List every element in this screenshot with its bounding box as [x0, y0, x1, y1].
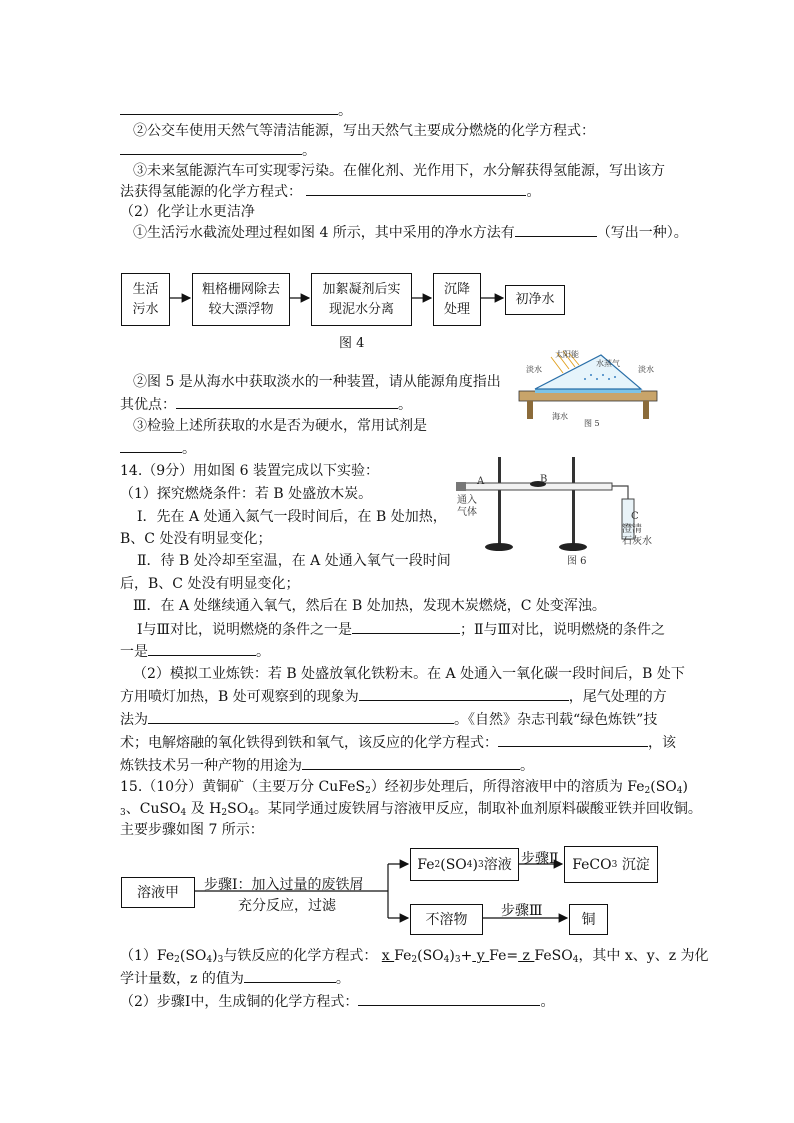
blank[interactable] — [359, 686, 569, 701]
fig6-label-a: A — [477, 476, 485, 487]
q14-part-2: （2）模拟工业炼铁：若 B 处盛放氧化铁粉末。在 A 处通入一氧化碳一段时间后，B 处下 — [133, 666, 685, 682]
q15-sub-1-cont: 学计量数，z 的值为 。 — [120, 968, 350, 989]
flow7-step1-label-b: 充分反应，过滤 — [238, 898, 336, 914]
answer-line-3: 。 — [120, 438, 196, 459]
q14-step-2: Ⅱ．待 B 处冷却至室温，在 A 处通入氧气一段时间 — [137, 553, 451, 569]
flow7-feco3: FeCO 3 沉淀 — [564, 846, 658, 883]
q14-part-1: （1）探究燃烧条件：若 B 处盛放木炭。 — [120, 486, 373, 502]
q15-line-2: $_3$、CuSO$_4$ 及 $H_2SO_4$。某同学通过废铁屑与溶液甲反应，制取补血剂原料碳酸亚铁并回收铜。 — [120, 801, 702, 818]
q14-step-1: Ⅰ．先在 A 处通入氮气一段时间后，在 B 处加热， — [137, 509, 447, 525]
fig6-gas-label-1: 通入 — [457, 495, 477, 506]
flow7-step1-label-a: 步骤Ⅰ：加入过量的废铁屑 — [204, 877, 364, 893]
fig6-gas-label-2: 气体 — [457, 507, 477, 518]
blank[interactable] — [148, 641, 256, 656]
blank[interactable] — [244, 968, 336, 983]
q14-step-2-cont: 后，B、C 处没有明显变化； — [120, 576, 300, 592]
q15-sub-2: （2）步骤Ⅰ中，生成铜的化学方程式： 。 — [120, 991, 554, 1012]
fig6-label-c: C — [631, 511, 639, 522]
blank[interactable] — [358, 991, 540, 1006]
fig6-lime-label-1: 澄清 — [622, 524, 642, 535]
answer-line-0: 。 — [120, 100, 352, 121]
blank[interactable] — [120, 438, 182, 453]
blank[interactable] — [352, 619, 460, 634]
q13-section-2-title: （2）化学让水更洁净 — [120, 204, 255, 220]
figure-6-apparatus — [452, 453, 648, 557]
q15-line-1: 15.（10分）黄铜矿（主要万分 CuFeS$_2$）经初步处理后，所得溶液甲中的溶质为 $Fe_2(SO_4)$ — [120, 779, 688, 796]
q15-sub-1: $(1)Fe_2(SO_4)_3$与铁反应的化学方程式： x $Fe_2(SO_4)_3+ y$ Fe= z FeSO$_4$，其中 x、y、z 为化 — [120, 948, 709, 965]
q13-item-2: ②公交车使用天然气等清洁能源，写出天然气主要成分燃烧的化学方程式： — [133, 123, 595, 139]
flow7-start: 溶液甲 — [121, 877, 195, 908]
q14-part-2-l4: 术；电解熔融的氧化铁得到铁和氧气，该反应的化学方程式： ，该 — [120, 732, 676, 753]
base-left — [485, 543, 513, 551]
fig5-vapor-label: 水蒸气 — [596, 359, 620, 368]
flow4-step-3: 加絮凝剂后实 现泥水分离 — [311, 273, 412, 326]
flow7-step3-label: 步骤Ⅲ — [501, 903, 543, 919]
blank[interactable] — [148, 709, 454, 724]
figure-6-caption: 图 6 — [567, 556, 587, 567]
q15-line-3: 主要步骤如图 7 所示： — [120, 822, 264, 838]
sea-water — [535, 389, 641, 393]
glass-cover — [535, 355, 641, 389]
flow4-step-4: 沉降 处理 — [433, 273, 481, 326]
stand-left — [498, 457, 501, 545]
figure-4-caption: 图 4 — [339, 336, 365, 351]
q13-item-3: ③未来氢能源汽车可实现零污染。在催化剂、光作用下，水分解获得氢能源，写出该方 — [133, 163, 665, 179]
blank[interactable] — [302, 755, 520, 770]
base-right — [559, 543, 587, 551]
flow7-copper: 铜 — [569, 904, 608, 935]
q13-section-2-item-1: ①生活污水截流处理过程如图 4 所示，其中采用的净水方法有 （写出一种）。 — [133, 222, 688, 243]
q14-conclusion-cont: 一是 。 — [120, 641, 270, 662]
fig5-sea-label: 海水 — [552, 412, 568, 421]
fig6-label-b: B — [540, 474, 548, 485]
stopper-a — [456, 482, 466, 491]
flow4-step-1: 生活 污水 — [121, 273, 170, 326]
q14-part-2-l3: 法为 。《自然》杂志刊载“绿色炼铁”技 — [120, 709, 657, 730]
flow7-upper-solution: Fe 2 (SO 4 ) 3 溶液 — [410, 848, 519, 881]
q14-conclusion: Ⅰ与Ⅲ对比，说明燃烧的条件之一是 ；Ⅱ与Ⅲ对比，说明燃烧的条件之 — [137, 619, 665, 640]
q13-section-2-item-3: ③检验上述所获取的水是否为硬水，常用试剂是 — [133, 418, 427, 434]
figure-5-desalination — [515, 349, 661, 427]
q14-step-1-cont: B、C 处没有明显变化； — [120, 531, 272, 547]
q14-title: 14.（9分）用如图 6 装置完成以下实验： — [120, 463, 379, 479]
support-left — [527, 401, 533, 419]
flow4-step-5: 初净水 — [505, 285, 565, 315]
q13-item-3-cont: 法获得氢能源的化学方程式： 。 — [120, 181, 540, 202]
stand-right — [572, 457, 575, 545]
flow7-step2-label: 步骤Ⅱ — [521, 851, 559, 867]
support-right — [643, 401, 649, 419]
flow4-step-2: 粗格栅网除去 较大漂浮物 — [192, 273, 290, 326]
q14-part-2-l2: 方用喷灯加热，B 处可观察到的现象为 ，尾气处理的方 — [120, 686, 667, 707]
figure-5-caption: 图 5 — [584, 419, 600, 428]
fig5-sun-label: 太阳能 — [555, 350, 579, 359]
q14-part-2-l5: 炼铁技术另一种产物的用途为 。 — [120, 755, 534, 776]
blank[interactable] — [498, 732, 648, 747]
q14-step-3: Ⅲ．在 A 处继续通入氧气，然后在 B 处加热，发现木炭燃烧，C 处变浑浊。 — [133, 598, 606, 614]
fig6-lime-label-2: 石灰水 — [622, 536, 652, 547]
q13-section-2-item-2: ②图 5 是从海水中获取淡水的一种装置，请从能源角度指出 — [133, 374, 501, 390]
fig5-fresh-right-label: 淡水 — [638, 365, 654, 374]
answer-line-2: 。 — [120, 140, 316, 161]
flow7-insoluble: 不溶物 — [410, 904, 483, 935]
blank[interactable] — [176, 394, 398, 409]
fig5-fresh-left-label: 淡水 — [526, 365, 542, 374]
q13-section-2-item-2-cont: 其优点： 。 — [120, 394, 412, 415]
